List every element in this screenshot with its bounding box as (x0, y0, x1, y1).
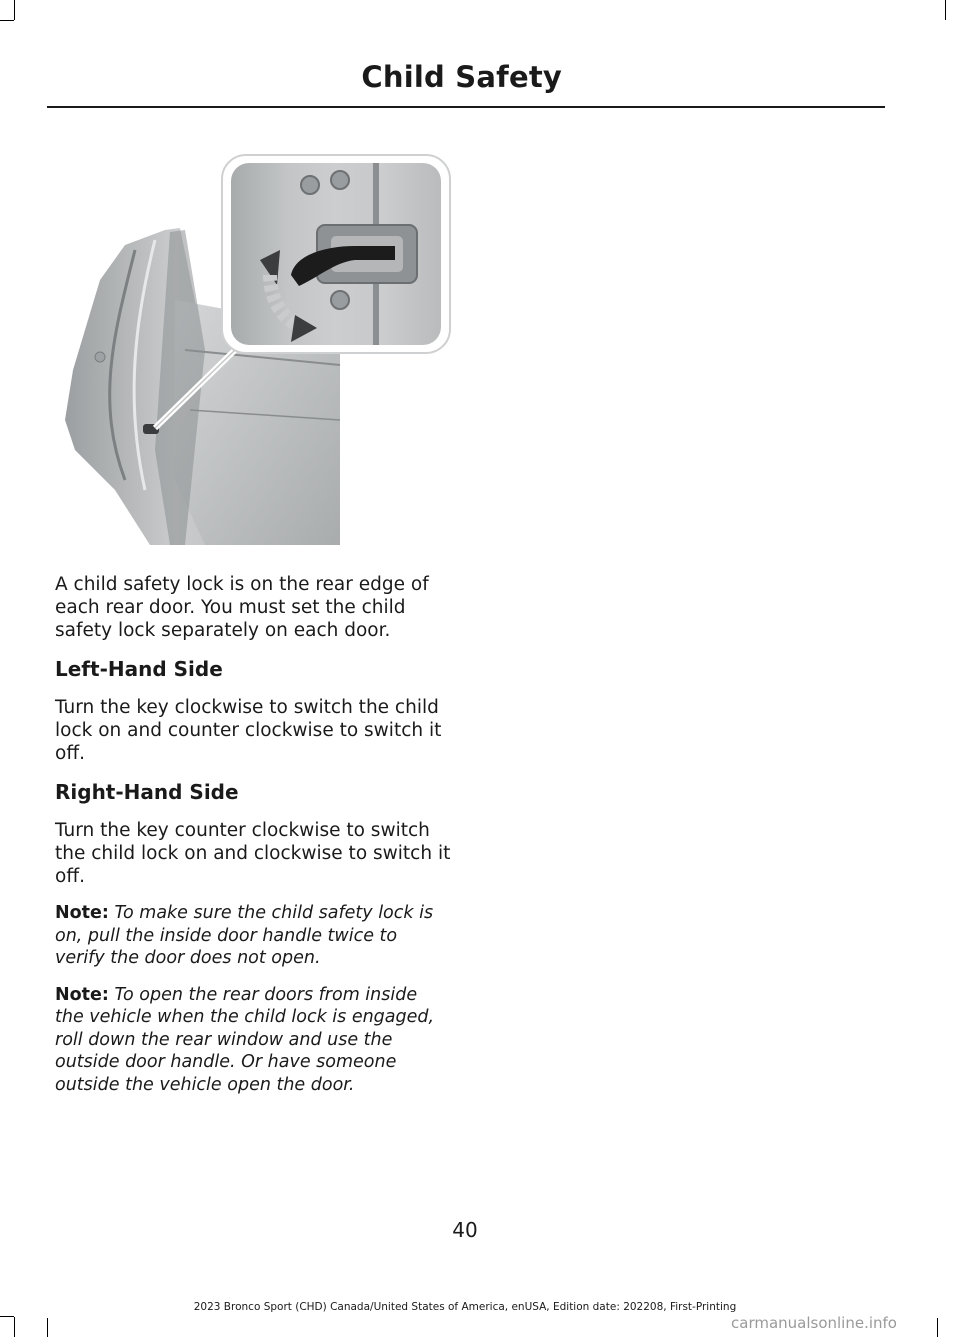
footer-edition: 2023 Bronco Sport (CHD) Canada/United States of America, enUSA, Edition date: 202208, First-Printing (193, 1301, 737, 1313)
intro-paragraph: A child safety lock is on the rear edge of each rear door. You must set the child safety lock separately on each door. (55, 574, 429, 641)
watermark: carmanualsonline.info (731, 1314, 897, 1332)
page-number: 40 (452, 1218, 478, 1242)
header-divider (47, 106, 885, 108)
note-text: To make sure the child safety lock is on, pull the inside door handle twice to verify the door does not open. (55, 903, 434, 968)
crop-mark-top-right (945, 0, 946, 20)
crop-mark-bottom-left (14, 1317, 15, 1337)
crop-mark-top-left (14, 0, 15, 20)
note-label: Note: (55, 984, 109, 1005)
crop-mark-bottom-right-inner (937, 1318, 938, 1337)
page-title: Child Safety (361, 60, 562, 94)
heading-right-hand-side: Right-Hand Side (55, 780, 239, 804)
note-label: Note: (55, 903, 109, 923)
crop-mark-left (0, 20, 14, 21)
left-hand-side-paragraph: Turn the key clockwise to switch the child lock on and counter clockwise to switch it off. (55, 697, 442, 764)
body-text (55, 573, 451, 1110)
note-1 (55, 902, 451, 970)
heading-left-hand-side: Left-Hand Side (55, 657, 223, 681)
note-2 (55, 984, 451, 1097)
crop-mark-bottom-left-h (0, 1316, 14, 1317)
crop-mark-bottom-inner (47, 1318, 48, 1337)
note-text: To open the rear doors from inside the vehicle when the child lock is engaged, roll down the rear window and use the outside door handle. Or have someone outside the vehicle open the door. (55, 984, 435, 1095)
right-hand-side-paragraph: Turn the key counter clockwise to switch the child lock on and clockwise to switch it off. (55, 820, 451, 887)
child-lock-illustration (55, 150, 455, 550)
